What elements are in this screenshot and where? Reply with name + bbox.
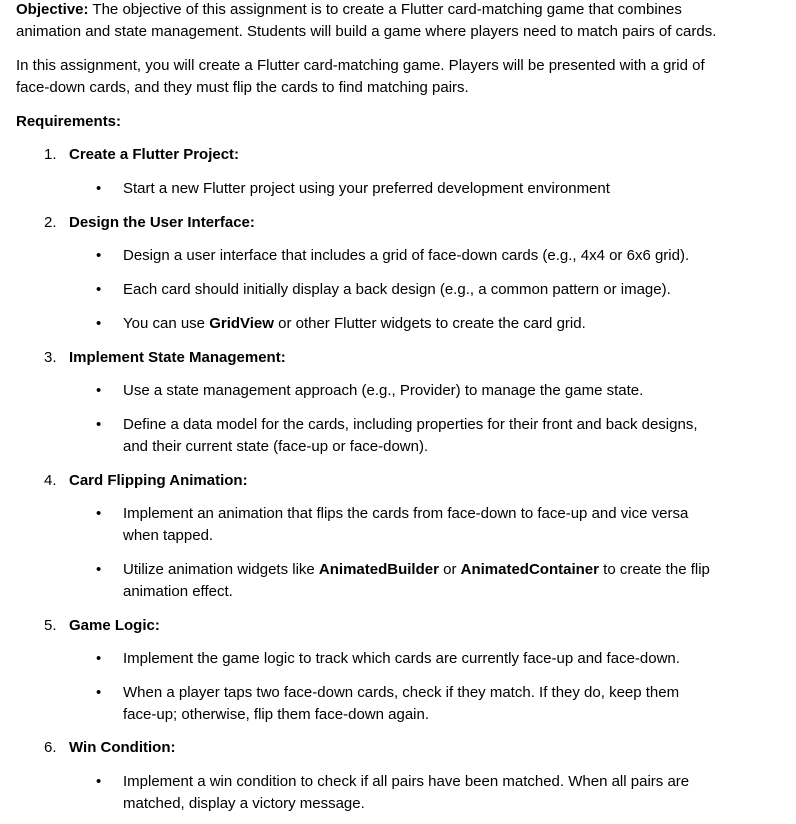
bullet-icon: • — [96, 650, 102, 667]
list-item — [96, 279, 716, 301]
intro-paragraph: In this assignment, you will create a Flutter card-matching game. Players will be presented with a grid of face-down cards, and they must flip the cards to find matching pairs. — [16, 57, 705, 96]
section-title-6 — [44, 737, 176, 759]
list-item-text — [123, 559, 716, 603]
section-number: 6. — [44, 739, 57, 756]
bullet-icon: • — [96, 247, 102, 264]
section-title-text: Win Condition: — [69, 739, 176, 756]
bullet-icon: • — [96, 315, 102, 332]
text-run: or other Flutter widgets to create the card grid. — [273, 315, 586, 332]
code-term: GridView — [209, 315, 274, 332]
text-run: Utilize animation widgets like — [123, 561, 319, 578]
section-number: 5. — [44, 617, 57, 634]
section-title-3 — [44, 347, 286, 369]
list-item — [96, 313, 716, 335]
code-term: AnimatedContainer — [460, 561, 599, 578]
bullet-icon: • — [96, 382, 102, 399]
list-item — [96, 178, 716, 200]
list-item — [96, 380, 716, 402]
section-number: 1. — [44, 146, 57, 163]
section-title-text: Game Logic: — [69, 617, 160, 634]
list-item — [96, 771, 716, 815]
bullet-icon: • — [96, 684, 102, 701]
section-title-text: Card Flipping Animation: — [69, 472, 248, 489]
section-title-5 — [44, 615, 160, 637]
list-item-text: Design a user interface that includes a grid of face-down cards (e.g., 4x4 or 6x6 grid). — [123, 247, 690, 264]
list-item — [96, 414, 716, 458]
requirements-heading: Requirements: — [16, 113, 122, 130]
list-item — [96, 559, 716, 603]
section-title-2 — [44, 212, 255, 234]
list-item-text: Implement a win condition to check if all pairs have been matched. When all pairs are matched, display a victory message. — [123, 773, 690, 812]
code-term: AnimatedBuilder — [318, 561, 439, 578]
objective-text: The objective of this assignment is to create a Flutter card-matching game that combines animation and state management. Students will build a game where players need to match pairs of cards. — [16, 1, 717, 40]
list-item — [96, 648, 716, 670]
bullet-icon: • — [96, 416, 102, 433]
list-item-text: Implement the game logic to track which cards are currently face-up and face-down. — [123, 650, 680, 667]
text-run: You can use — [123, 315, 210, 332]
section-title-1 — [44, 144, 239, 166]
text-run: or — [438, 561, 461, 578]
section-title-text: Create a Flutter Project: — [69, 146, 240, 163]
list-item-text: When a player taps two face-down cards, check if they match. If they do, keep them face-up; otherwise, flip them face-down again. — [123, 684, 680, 723]
objective-paragraph — [16, 0, 736, 43]
section-number: 4. — [44, 472, 57, 489]
list-item-text: Define a data model for the cards, including properties for their front and back designs, and their current state (face-up or face-down). — [123, 416, 698, 455]
bullet-icon: • — [96, 281, 102, 298]
section-number: 2. — [44, 214, 57, 231]
list-item — [96, 682, 716, 726]
text-run: to create the flip animation effect. — [123, 561, 710, 600]
list-item — [96, 503, 716, 547]
list-item-text: Use a state management approach (e.g., Provider) to manage the game state. — [123, 382, 644, 399]
bullet-icon: • — [96, 180, 102, 197]
list-item-text: Each card should initially display a back design (e.g., a common pattern or image). — [123, 281, 671, 298]
list-item — [96, 245, 716, 267]
bullet-icon: • — [96, 773, 102, 790]
list-item-text: Implement an animation that flips the cards from face-down to face-up and vice versa when tapped. — [123, 505, 689, 544]
objective-label: Objective: — [16, 1, 89, 18]
section-title-4 — [44, 470, 248, 492]
list-item-text — [123, 313, 716, 335]
section-number: 3. — [44, 349, 57, 366]
bullet-icon: • — [96, 561, 102, 578]
bullet-icon: • — [96, 505, 102, 522]
section-title-text: Design the User Interface: — [69, 214, 255, 231]
list-item-text: Start a new Flutter project using your preferred development environment — [123, 180, 610, 197]
section-title-text: Implement State Management: — [69, 349, 286, 366]
